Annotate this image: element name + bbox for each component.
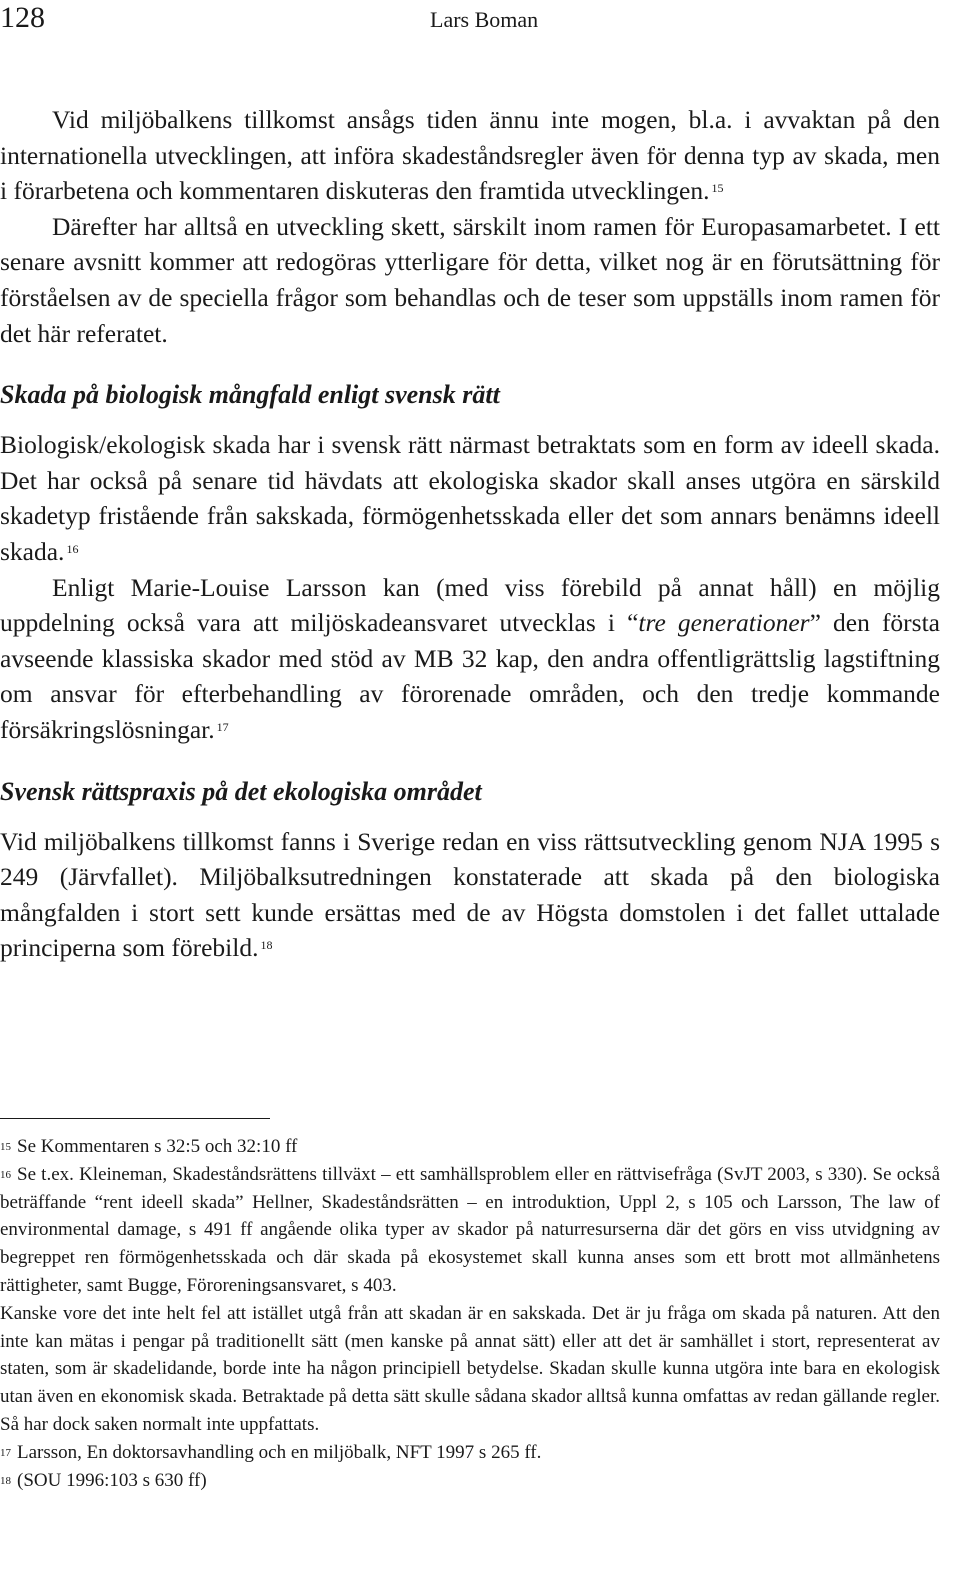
footnote-18: $^{18}$ (SOU 1996:103 s 630 ff) bbox=[0, 1469, 207, 1491]
running-head bbox=[0, 0, 960, 40]
footnotes bbox=[0, 1118, 940, 1494]
footnote-17: $^{17}$ Larsson, En doktorsavhandling och en miljöbalk, NFT 1997 s 265 ff. bbox=[0, 1441, 542, 1463]
paragraph-5: Vid miljöbalkens tillkomst fanns i Sverige redan en viss rättsutveckling genom NJA 1995 s 249 (Järvfallet). Miljöbalksutredningen konstaterade att skada på den biologiska mångfalden i stort sett kunde ersättas med de av Högsta domstolen i det fallet uttalade principerna som förebild. $^{18}$ bbox=[0, 826, 940, 963]
footnote-number: 18 bbox=[0, 1474, 11, 1487]
footnote-ref-16[interactable]: 16 bbox=[66, 541, 79, 556]
section-heading-rattspraxis: Svensk rättspraxis på det ekologiska området bbox=[0, 776, 482, 806]
paragraph-2: Därefter har alltså en utveckling skett, särskilt inom ramen för Europasamarbetet. I ett senare avsnitt kommer att redogöras ytterligare för detta, vilket nog är en förutsättning för förståelsen av de speciella frågor som behandlas och de teser som uppställs inom ramen för det här referatet. bbox=[0, 211, 940, 348]
emphasis-tre-generationer: tre generationer bbox=[638, 608, 810, 638]
footnote-ref-18[interactable]: 18 bbox=[260, 938, 273, 953]
section-heading-biologisk-mangfald: Skada på biologisk mångfald enligt svensk rätt bbox=[0, 380, 500, 410]
page-number: 128 bbox=[0, 1, 45, 34]
footnote-ref-15[interactable]: 15 bbox=[711, 181, 724, 196]
footnote-number: 16 bbox=[0, 1168, 11, 1181]
paragraph-3: Biologisk/ekologisk skada har i svensk rätt närmast betraktats som en form av ideell skada. Det har också på senare tid hävdats att ekologiska skador skall anses utgöra en särskild skadetyp fristående från sakskada, förmögenhetsskada eller det som annars benämns ideell skada. $^{16}$ bbox=[0, 430, 940, 566]
body-text bbox=[0, 102, 940, 966]
paragraph-1: Vid miljöbalkens tillkomst ansågs tiden ännu inte mogen, bl.a. i avvaktan på den internationella utvecklingen, att införa skadeståndsregler även för denna typ av skada, men i förarbetena och kommentaren diskuteras den framtida utvecklingen. $^{15}$ bbox=[0, 105, 940, 206]
footnote-number: 15 bbox=[0, 1141, 11, 1153]
running-head-author: Lars Boman bbox=[430, 7, 539, 32]
footnote-16-continuation: Kanske vore det inte helt fel att istället utgå från att skadan är en sakskada. Det är ju fråga om skada på naturen. Att den inte kan mätas i pengar på traditionellt sätt (men kanske på annat sätt) eller att det är samhället i stort, representerat av staten, som är skadelidande, borde inte ha någon principiell betydelse. Skadan skulle kunna utgöra inte bara en ekologisk utan även en ekonomisk skada. Betraktade på detta sätt skulle sådana skador alltså kunna omfattas av redan gällande regler. Så har dock saken normalt inte uppfattats. bbox=[0, 1302, 940, 1435]
footnote-number: 17 bbox=[0, 1446, 11, 1459]
footnote-16: $^{16}$ Se t.ex. Kleineman, Skadeståndsrättens tillväxt – ett samhällsproblem eller en rättvisefråga (SvJT 2003, s 330). Se också beträffande “rent ideell skada” Hellner, Skadeståndsrätten – en introduktion, Uppl 2, s 105 och Larsson, The law of environmental damage, s 491 ff angående olika typer av skador på naturresurserna där det görs en viss utvidgning av begreppet ren förmögenhetsskada och där skada på ekosystemet skall kunna anses som ett brott mot allmänhetens rättigheter, samt Bugge, Föroreningsansvaret, s 403. bbox=[0, 1163, 940, 1296]
footnote-ref-17[interactable]: 17 bbox=[216, 719, 229, 734]
footnote-separator bbox=[0, 1118, 270, 1119]
paragraph-4: Enligt Marie-Louise Larsson kan (med viss förebild på annat håll) en möjlig uppdelning också vara att miljöskadeansvaret utvecklas i “tre generationer” den första avseende klassiska skador med stöd av MB 32 kap, den andra offentligrättslig lagstiftning om ansvar för efterbehandling av förorenade områden, och den tredje kommande försäkringslösningar. $^{17}$ bbox=[0, 572, 940, 744]
footnote-15: $^{15}$ Se Kommentaren s 32:5 och 32:10 ff bbox=[0, 1136, 298, 1157]
